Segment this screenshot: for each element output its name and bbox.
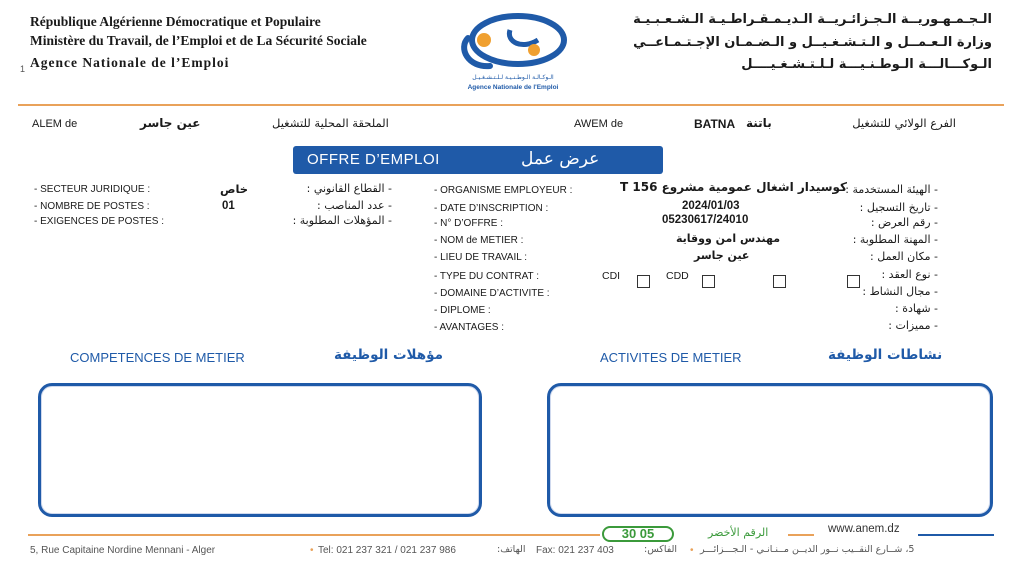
anem-logo [448,10,578,98]
green-number: 30 05 [621,526,655,541]
contrat-label: - TYPE DU CONTRAT : [434,271,540,282]
date-ar-label: - تاريخ التسجيل : [859,201,938,214]
offre-ar-label: - رقم العرض : [870,216,938,229]
header-divider [18,104,1004,106]
footer-rule-mid [788,534,814,536]
diplome-label: - DIPLOME : [434,305,491,316]
margin-mark: 1 [20,64,26,74]
footer-sep-1: • [310,545,314,556]
contract-type-ar-checkbox[interactable] [847,275,860,288]
metier-ar-label: - المهنة المطلوبة : [852,233,938,246]
cdd-label: CDD [666,270,689,282]
green-number-label: الرقم الأخضر [708,526,769,539]
alem-label: ALEM de [32,118,78,130]
other-contract-checkbox[interactable] [773,275,786,288]
awem-label: AWEM de [574,118,624,130]
metier-label: - NOM de METIER : [434,235,524,246]
postes-value: 01 [222,200,235,212]
cdi-checkbox[interactable] [637,275,650,288]
website-link[interactable]: www.anem.dz [828,523,900,535]
domaine-label: - DOMAINE D’ACTIVITE : [434,288,550,299]
header-fr-line3: Agence Nationale de l’Emploi [30,55,230,70]
postes-label: - NOMBRE DE POSTES : [34,201,150,212]
date-value: 2024/01/03 [682,200,740,212]
header-fr-line1: République Algérienne Démocratique et Populaire [30,14,321,29]
title-fr: OFFRE D’EMPLOI [307,151,440,168]
awem-value-ar: باتنة [746,116,772,130]
awem-ar-label: الفرع الولائي للتشغيل [852,116,956,130]
awem-value-fr: BATNA [694,117,736,131]
organisme-label: - ORGANISME EMPLOYEUR : [434,185,573,196]
organisme-value: كوسيدار اشغال عمومية مشروع T 156 [620,180,848,194]
footer-fax: Fax: 021 237 403 [536,545,614,556]
organisme-ar-label: - الهيئة المستخدمة : [845,183,938,196]
alem-value: عين جاسر [140,116,201,130]
header-ar-line1: الـجـمـهـوريــة الـجـزائـريــة الـديـمـقـراطـيـة الـشـعـبـيـة [633,12,992,27]
secteur-label: - SECTEUR JURIDIQUE : [34,184,151,195]
diplome-ar-label: - شهادة : [895,302,938,315]
offer-title-bar [293,146,663,174]
alem-ar-label: الملحقة المحلية للتشغيل [272,116,389,130]
footer-fax-ar: الفاكس: [644,544,678,555]
header-ar-line3: الـوكـــالـــة الـوطـنـيـــة لـلـتـشـغـيــــل [741,57,992,72]
exigences-ar-label: - المؤهلات المطلوبة : [292,214,392,227]
lieu-value: عين جاسر [694,249,750,262]
footer-tel: Tel: 021 237 321 / 021 237 986 [318,545,456,556]
footer-sep-2: • [690,545,694,556]
activites-heading-fr: ACTIVITES DE METIER [600,350,742,365]
activites-heading-ar: نشاطات الوظيفة [828,347,943,363]
footer-rule-right [918,534,994,536]
footer-tel-ar: الهاتف: [497,544,526,555]
offre-value: 05230617/24010 [662,214,749,226]
logo-fr-text: Agence Nationale de l'Emploi [467,84,559,91]
exigences-label: - EXIGENCES DE POSTES : [34,216,165,227]
activites-box[interactable] [547,383,993,517]
postes-ar-label: - عدد المناصب : [317,199,392,212]
header-ar-line2: وزارة الـعـمــل و الـتـشـغـيــل و الـضـمـان الإجـتـمـاعــي [633,35,992,50]
secteur-value: خاص [220,182,249,196]
competences-box[interactable] [38,383,482,517]
title-ar: عرض عمل [521,149,600,169]
metier-value: مهندس امن ووقاية [676,232,781,245]
lieu-ar-label: - مكان العمل : [870,250,938,263]
date-label: - DATE D’INSCRIPTION : [434,203,549,214]
cdd-checkbox[interactable] [702,275,715,288]
competences-heading-fr: COMPETENCES DE METIER [70,350,245,365]
avantages-ar-label: - مميزات : [888,319,938,332]
cdi-label: CDI [602,270,621,282]
avantages-label: - AVANTAGES : [434,322,505,333]
header-fr-line2: Ministère du Travail, de l’Emploi et de La Sécurité Sociale [30,33,367,48]
footer-address-ar: 5، شــارع النقــيب نــور الديــن مــنـانـي - الـجـــزائـــر [700,544,915,555]
anem-logo-icon [448,10,578,76]
logo-ar-text: الـوكـالـة الـوطـنـيـة لـلـتـشـغـيـل [472,74,554,81]
contrat-ar-label: - نوع العقد : [881,268,938,281]
competences-heading-ar: مؤهلات الوظيفة [334,347,443,363]
offre-label: - N° D’OFFRE : [434,218,503,229]
footer-address-fr: 5, Rue Capitaine Nordine Mennani - Alger [30,545,216,556]
green-number-badge [602,526,674,542]
lieu-label: - LIEU DE TRAVAIL : [434,252,527,263]
secteur-ar-label: - القطاع القانوني : [306,182,392,195]
domaine-ar-label: - مجال النشاط : [862,285,938,298]
footer-rule-left [28,534,600,536]
